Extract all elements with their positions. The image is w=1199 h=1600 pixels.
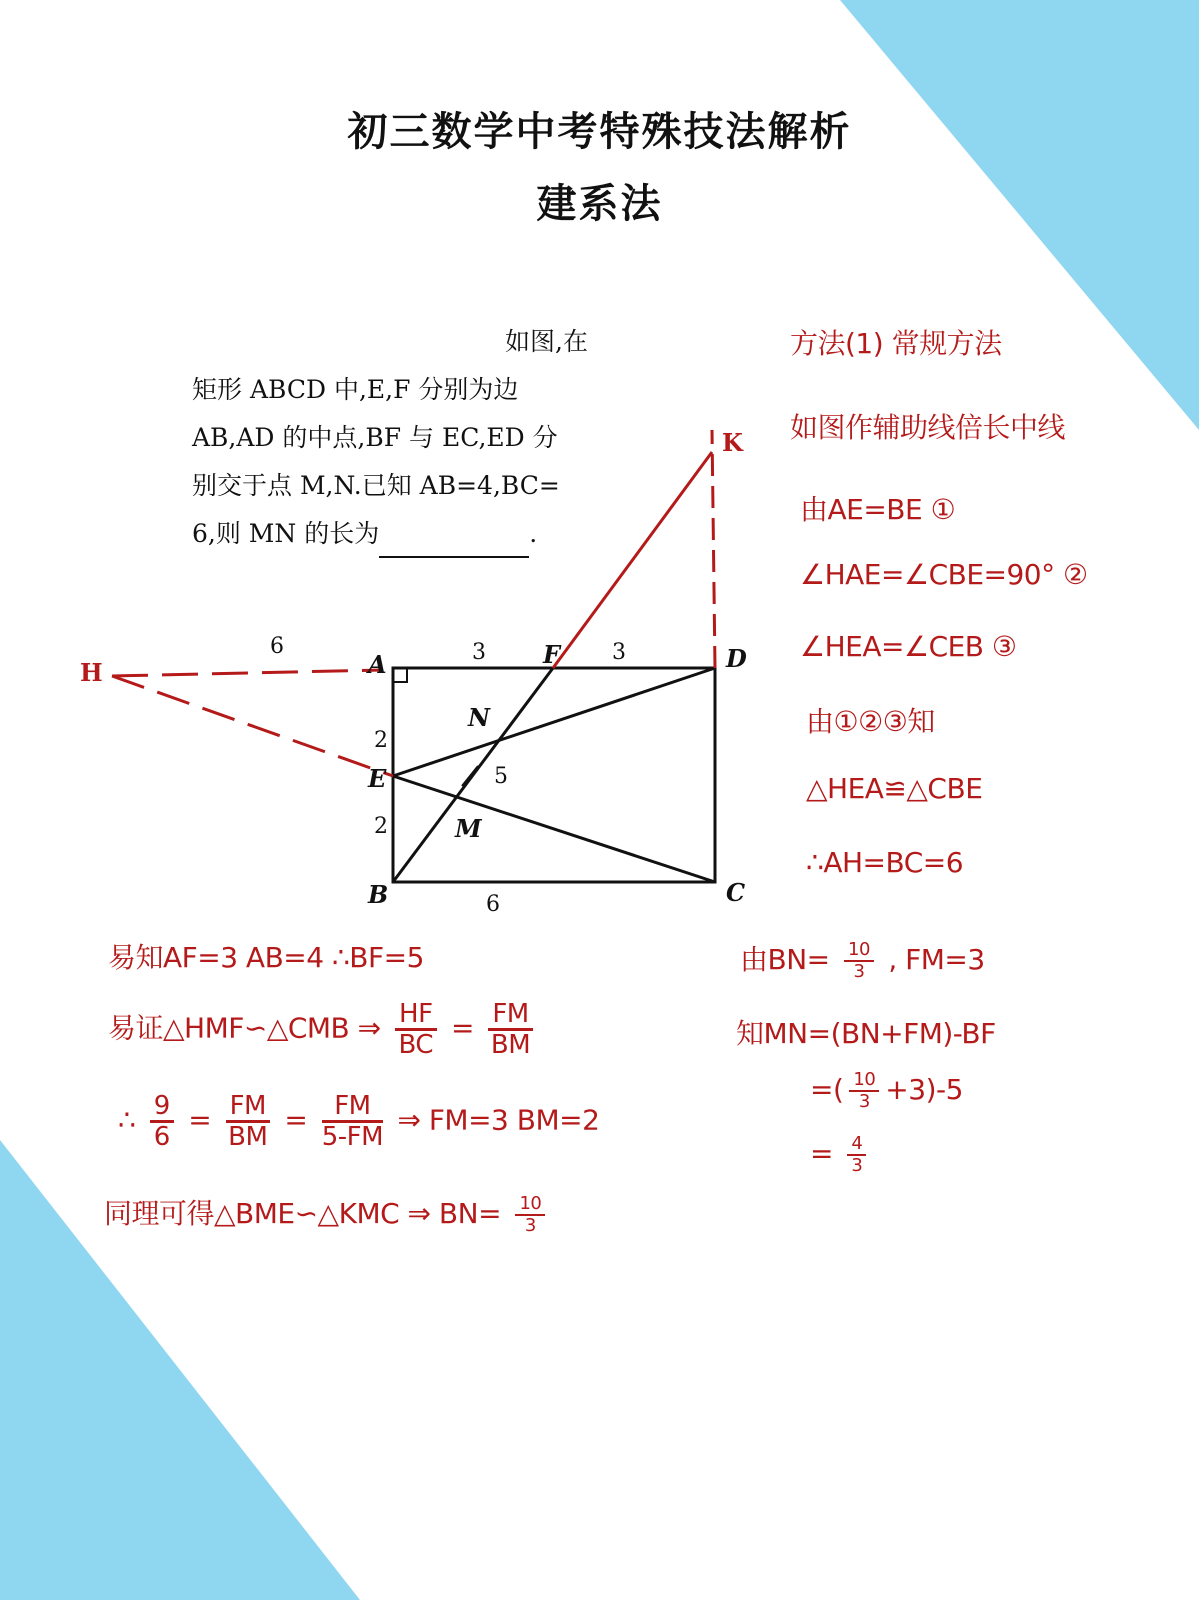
point-b-label: B: [368, 880, 389, 909]
point-f-label: F: [543, 640, 561, 669]
point-a-label: A: [368, 650, 387, 679]
work-line-1: 易知AF=3 AB=4 ∴BF=5: [108, 941, 424, 974]
method-step-4: 由①②③知: [806, 705, 935, 738]
equals-sign: =: [188, 1103, 212, 1137]
method-step-5: △HEA≌△CBE: [806, 772, 983, 805]
work-line-3-result: ⇒ FM=3 BM=2: [397, 1103, 600, 1137]
work-line-2-text: 易证△HMF∽△CMB ⇒: [108, 1011, 381, 1045]
fraction-numerator: FM: [226, 1092, 270, 1123]
fraction-10-3: [849, 1070, 879, 1112]
fraction-fm-5-fm: [322, 1092, 383, 1151]
length-tick: [462, 766, 478, 786]
problem-line-1: 如图,在: [505, 327, 588, 356]
problem-line-5-end: .: [529, 519, 538, 548]
fraction-10-3: [844, 940, 874, 982]
fraction-hf-bc: [395, 1000, 437, 1059]
work-line-4-text: 同理可得△BME∽△KMC ⇒ BN=: [104, 1197, 502, 1230]
segment-ed: [393, 668, 715, 776]
problem-line-5-text: 6,则 MN 的长为: [192, 519, 380, 548]
point-k-label: K: [722, 428, 743, 457]
label-ae-2: 2: [374, 728, 388, 753]
fraction-9-6: [150, 1092, 174, 1151]
fraction-numerator: 10: [849, 1070, 879, 1092]
fraction-denominator: 3: [524, 1215, 536, 1236]
point-e-label: E: [368, 764, 387, 793]
fraction-4-3: [847, 1134, 866, 1176]
segment-bf: [393, 668, 553, 882]
problem-line-2: 矩形 ABCD 中,E,F 分别为边: [192, 375, 519, 404]
result-line-4: [810, 1134, 872, 1176]
segment-ec: [393, 776, 715, 882]
point-c-label: C: [726, 878, 746, 907]
segment-ha: [112, 670, 382, 676]
fraction-fm-bm: [226, 1092, 270, 1151]
fraction-denominator: 5-FM: [321, 1122, 384, 1152]
result-line-2: 知MN=(BN+FM)-BF: [736, 1017, 996, 1050]
work-line-2: [108, 1000, 539, 1059]
fraction-numerator: HF: [395, 1000, 437, 1031]
rectangle-abcd: [393, 668, 715, 882]
method-step-3: ∠HEA=∠CEB ③: [800, 630, 1017, 663]
result-line-3: [810, 1070, 963, 1112]
segment-dk-extension: [712, 430, 715, 668]
method-intro: 如图作辅助线倍长中线: [790, 411, 1066, 444]
fraction-denominator: BC: [398, 1030, 434, 1060]
method-step-6: ∴AH=BC=6: [806, 846, 964, 879]
fraction-fm-bm: [488, 1000, 532, 1059]
fraction-numerator: 10: [844, 940, 874, 962]
method-heading: 方法(1) 常规方法: [790, 327, 1002, 360]
result-line-4-pre: =: [810, 1137, 833, 1170]
fraction-denominator: 6: [153, 1122, 170, 1152]
label-ha-6: 6: [270, 634, 284, 659]
point-h-label: H: [80, 658, 103, 687]
page-title: 初三数学中考特殊技法解析: [347, 109, 852, 155]
problem-line-3: AB,AD 的中点,BF 与 EC,ED 分: [192, 423, 558, 452]
method-step-1: 由AE=BE ①: [800, 493, 956, 526]
result-line-3-post: +3)-5: [885, 1073, 963, 1106]
point-n-label: N: [468, 703, 490, 732]
fraction-10-3: [515, 1194, 545, 1236]
fraction-numerator: FM: [488, 1000, 532, 1031]
label-nf-5: 5: [494, 764, 508, 789]
therefore-sign: ∴: [118, 1103, 136, 1137]
label-af-3: 3: [472, 640, 486, 665]
fraction-numerator: 10: [515, 1194, 545, 1216]
fraction-numerator: FM: [322, 1092, 383, 1123]
fraction-numerator: 9: [150, 1092, 174, 1123]
point-d-label: D: [726, 644, 747, 673]
method-step-2: ∠HAE=∠CBE=90° ②: [800, 558, 1088, 591]
page-subtitle: 建系法: [536, 181, 663, 227]
work-line-3: [118, 1092, 599, 1151]
segment-he: [112, 676, 393, 776]
label-bc-6: 6: [486, 892, 500, 917]
right-angle-mark: [393, 668, 407, 682]
label-fd-3: 3: [612, 640, 626, 665]
equals-sign: =: [450, 1011, 474, 1045]
result-line-1-text: 由BN=: [740, 943, 830, 976]
result-line-1-rest: , FM=3: [888, 943, 985, 976]
problem-line-4: 别交于点 M,N.已知 AB=4,BC=: [192, 471, 560, 500]
fraction-denominator: 3: [851, 1155, 863, 1176]
fraction-numerator: 4: [847, 1134, 866, 1156]
fraction-denominator: 3: [858, 1091, 870, 1112]
segment-fk-extension: [553, 452, 712, 668]
point-m-label: M: [455, 814, 482, 843]
label-eb-2: 2: [374, 814, 388, 839]
result-line-3-pre: =(: [810, 1073, 844, 1106]
result-line-1: [740, 938, 985, 982]
fraction-denominator: BM: [490, 1030, 531, 1060]
fraction-denominator: 3: [853, 961, 865, 982]
work-line-4: [104, 1192, 551, 1236]
equals-sign: =: [284, 1103, 308, 1137]
fraction-denominator: BM: [228, 1122, 268, 1152]
